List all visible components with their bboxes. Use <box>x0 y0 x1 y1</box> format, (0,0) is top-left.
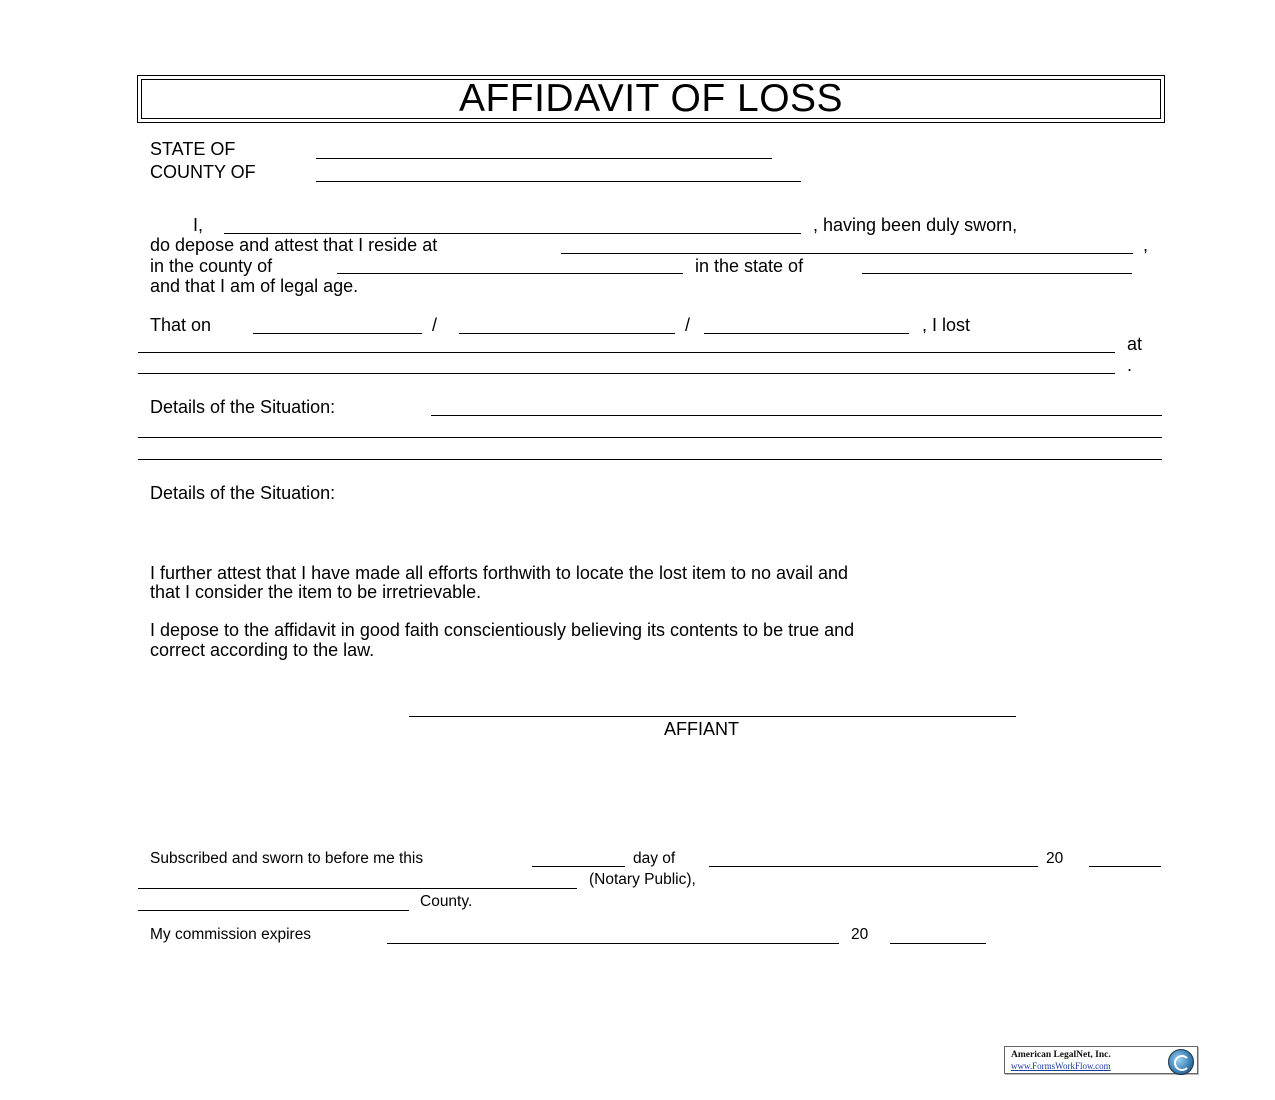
affiant-name-field[interactable] <box>224 233 801 234</box>
residence-field[interactable] <box>561 253 1133 254</box>
para1-i: I, <box>193 215 204 235</box>
state-field[interactable] <box>316 158 772 159</box>
residence-state-field[interactable] <box>862 273 1132 274</box>
depose-text-line-1: I depose to the affidavit in good faith conscientiously believing its contents to be true and <box>150 620 855 640</box>
commission-date-field[interactable] <box>387 943 839 944</box>
para2-period: . <box>1127 355 1133 375</box>
details-label-1: Details of the Situation: <box>150 397 336 417</box>
residence-county-field[interactable] <box>337 273 683 274</box>
para1-sworn: , having been duly sworn, <box>813 215 1018 235</box>
title-box <box>137 75 1165 123</box>
commission-year-prefix: 20 <box>851 926 869 943</box>
para1-reside: do depose and attest that I reside at <box>150 235 438 255</box>
details-line-1[interactable] <box>431 415 1162 416</box>
date-year-field[interactable] <box>704 333 909 334</box>
county-label: COUNTY OF <box>150 162 256 182</box>
para2-slash-2: / <box>685 315 691 335</box>
notary-county-field[interactable] <box>138 910 409 911</box>
depose-text-line-2: correct according to the law. <box>150 640 375 660</box>
notary-day-of: day of <box>633 850 676 867</box>
affiant-label: AFFIANT <box>664 719 739 739</box>
title-box-inner <box>141 79 1161 119</box>
notary-day-field[interactable] <box>532 866 625 867</box>
para1-legal-age: and that I am of legal age. <box>150 276 359 296</box>
notary-name-field[interactable] <box>138 888 577 889</box>
document-title: AFFIDAVIT OF LOSS <box>458 77 844 120</box>
logo-url-link[interactable]: www.FormsWorkFlow.com <box>1011 1061 1111 1071</box>
lost-location-field[interactable] <box>138 373 1115 374</box>
american-legalnet-logo[interactable] <box>1004 1046 1198 1074</box>
para2-at: at <box>1127 334 1143 354</box>
lost-item-field[interactable] <box>138 352 1115 353</box>
affiant-signature-field[interactable] <box>409 716 1016 717</box>
state-label: STATE OF <box>150 139 236 159</box>
notary-year-prefix: 20 <box>1046 850 1064 867</box>
notary-year-field[interactable] <box>1089 866 1161 867</box>
notary-county-label: County. <box>420 893 473 910</box>
notary-month-field[interactable] <box>709 866 1038 867</box>
attest-text-line-1: I further attest that I have made all efforts forthwith to locate the lost item to no avail and <box>150 563 849 583</box>
details-label-2: Details of the Situation: <box>150 483 336 503</box>
para1-state-of: in the state of <box>695 256 804 276</box>
para2-that-on: That on <box>150 315 212 335</box>
notary-subscribed: Subscribed and sworn to before me this <box>150 850 424 867</box>
commission-label: My commission expires <box>150 926 312 943</box>
para2-i-lost: , I lost <box>922 315 971 335</box>
para1-county-of: in the county of <box>150 256 273 276</box>
date-month-field[interactable] <box>253 333 422 334</box>
county-field[interactable] <box>316 181 801 182</box>
details-line-2[interactable] <box>138 437 1162 438</box>
commission-year-field[interactable] <box>890 943 986 944</box>
attest-text-line-2: that I consider the item to be irretrievable. <box>150 582 482 602</box>
notary-public-label: (Notary Public), <box>589 871 696 888</box>
logo-company-name: American LegalNet, Inc. <box>1011 1050 1111 1060</box>
para2-slash-1: / <box>432 315 438 335</box>
date-day-field[interactable] <box>459 333 675 334</box>
details-line-3[interactable] <box>138 459 1162 460</box>
globe-icon <box>1168 1049 1194 1075</box>
para1-comma: , <box>1143 235 1149 255</box>
